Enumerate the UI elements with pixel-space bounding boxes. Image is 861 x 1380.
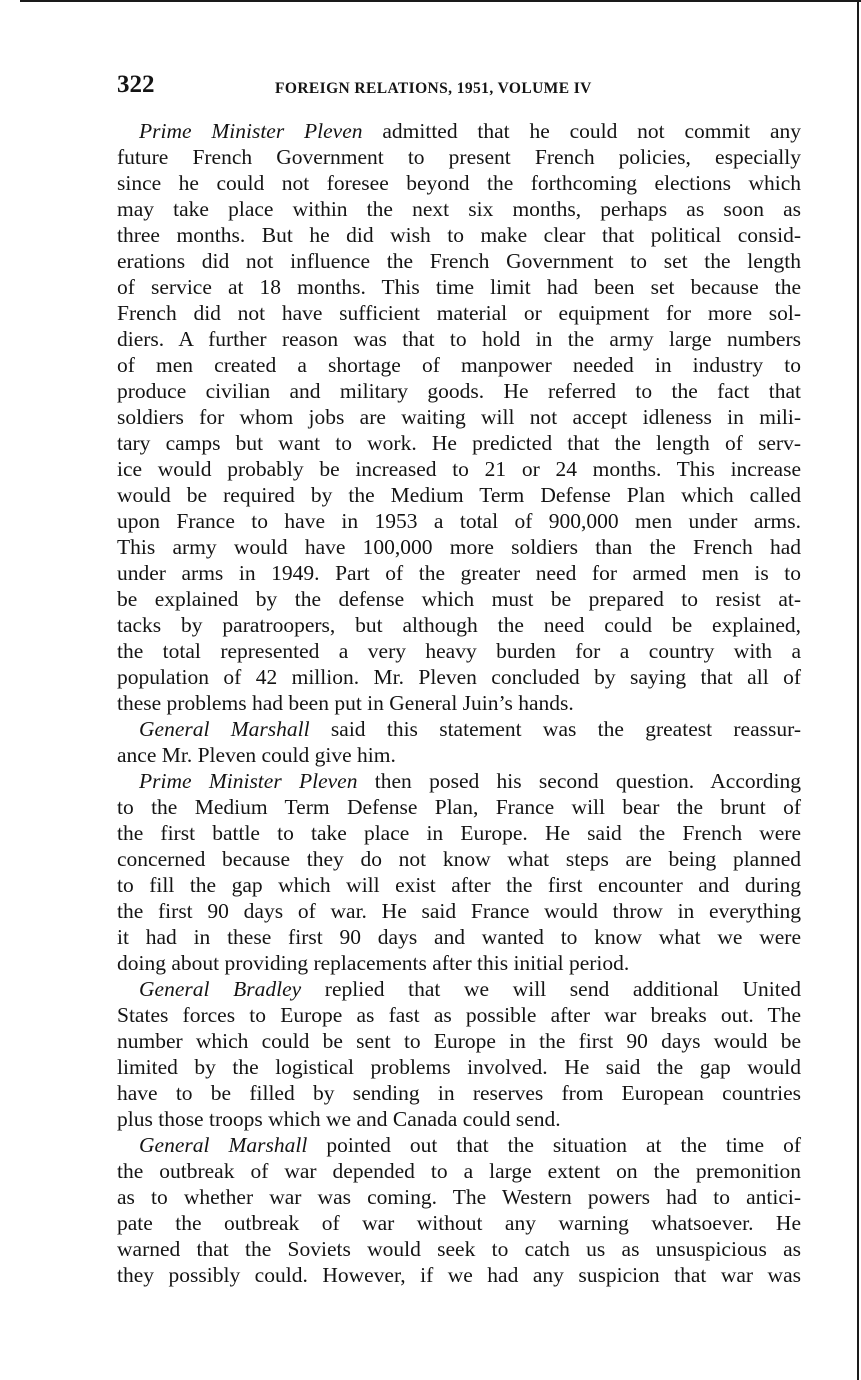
text-line: would be required by the Medium Term Defense Plan which called — [117, 483, 801, 507]
text-line: ice would probably be increased to 21 or 24 months. This increase — [117, 457, 801, 481]
speaker-name: Prime Minister Pleven — [139, 119, 363, 143]
page-number: 322 — [117, 71, 155, 98]
right-border-line — [857, 0, 859, 1380]
paragraph — [117, 1132, 801, 1288]
text-line: as to whether war was coming. The Western powers had to antici- — [117, 1185, 801, 1209]
paragraph — [117, 768, 801, 976]
paragraph — [117, 716, 801, 768]
text-line: limited by the logistical problems involved. He said the gap would — [117, 1055, 801, 1079]
text-line: they possibly could. However, if we had any suspicion that war was — [117, 1263, 801, 1287]
text-line: upon France to have in 1953 a total of 900,000 men under arms. — [117, 509, 801, 533]
text-line: it had in these first 90 days and wanted to know what we were — [117, 925, 801, 949]
text-line: three months. But he did wish to make clear that political consid- — [117, 223, 801, 247]
text-line: to the Medium Term Defense Plan, France will bear the brunt of — [117, 795, 801, 819]
text-line: have to be filled by sending in reserves from European countries — [117, 1081, 801, 1105]
text-line: these problems had been put in General Juin’s hands. — [117, 691, 574, 715]
text-line: French did not have sufficient material or equipment for more sol- — [117, 301, 801, 325]
text-line: pate the outbreak of war without any warning whatsoever. He — [117, 1211, 801, 1235]
body-text — [117, 118, 801, 1288]
text-line: soldiers for whom jobs are waiting will not accept idleness in mili- — [117, 405, 801, 429]
text-line: the first battle to take place in Europe. He said the French were — [117, 821, 801, 845]
text-line: population of 42 million. Mr. Pleven concluded by saying that all of — [117, 665, 801, 689]
text-line: produce civilian and military goods. He referred to the fact that — [117, 379, 801, 403]
text-line: may take place within the next six months, perhaps as soon as — [117, 197, 801, 221]
text-line: the outbreak of war depended to a large extent on the premonition — [117, 1159, 801, 1183]
text-line: since he could not foresee beyond the forthcoming elections which — [117, 171, 801, 195]
text-line: number which could be sent to Europe in the first 90 days would be — [117, 1029, 801, 1053]
page-header — [117, 70, 807, 104]
text-line: concerned because they do not know what steps are being planned — [117, 847, 801, 871]
top-border-line — [20, 0, 861, 2]
text-line: This army would have 100,000 more soldiers than the French had — [117, 535, 801, 559]
text-line: ance Mr. Pleven could give him. — [117, 743, 396, 767]
text-line: plus those troops which we and Canada could send. — [117, 1107, 561, 1131]
text-line: tary camps but want to work. He predicted that the length of serv- — [117, 431, 801, 455]
text-line: doing about providing replacements after this initial period. — [117, 951, 630, 975]
paragraph — [117, 118, 801, 716]
text-line: the first 90 days of war. He said France would throw in everything — [117, 899, 801, 923]
speaker-name: General Bradley — [139, 977, 302, 1001]
text-line: erations did not influence the French Government to set the length — [117, 249, 801, 273]
text-line: future French Government to present French policies, especially — [117, 145, 801, 169]
paragraph — [117, 976, 801, 1132]
text-line: General Marshall said this statement was the greatest reassur- — [139, 717, 801, 741]
text-line: tacks by paratroopers, but although the need could be explained, — [117, 613, 801, 637]
text-line: General Marshall pointed out that the situation at the time of — [139, 1133, 801, 1157]
speaker-name: General Marshall — [139, 717, 310, 741]
text-line: Prime Minister Pleven then posed his second question. According — [139, 769, 802, 793]
speaker-name: Prime Minister Pleven — [139, 769, 358, 793]
text-line: under arms in 1949. Part of the greater need for armed men is to — [117, 561, 801, 585]
text-line: Prime Minister Pleven admitted that he could not commit any — [139, 119, 801, 143]
text-line: be explained by the defense which must be prepared to resist at- — [117, 587, 801, 611]
text-line: States forces to Europe as fast as possible after war breaks out. The — [117, 1003, 801, 1027]
text-line: of service at 18 months. This time limit had been set because the — [117, 275, 801, 299]
running-title: FOREIGN RELATIONS, 1951, VOLUME IV — [275, 80, 592, 97]
speaker-name: General Marshall — [139, 1133, 308, 1157]
text-line: of men created a shortage of manpower needed in industry to — [117, 353, 801, 377]
text-line: General Bradley replied that we will send additional United — [139, 977, 801, 1001]
text-line: to fill the gap which will exist after the first encounter and during — [117, 873, 801, 897]
text-line: the total represented a very heavy burden for a country with a — [117, 639, 801, 663]
text-line: warned that the Soviets would seek to catch us as unsuspicious as — [117, 1237, 801, 1261]
text-line: diers. A further reason was that to hold in the army large numbers — [117, 327, 801, 351]
